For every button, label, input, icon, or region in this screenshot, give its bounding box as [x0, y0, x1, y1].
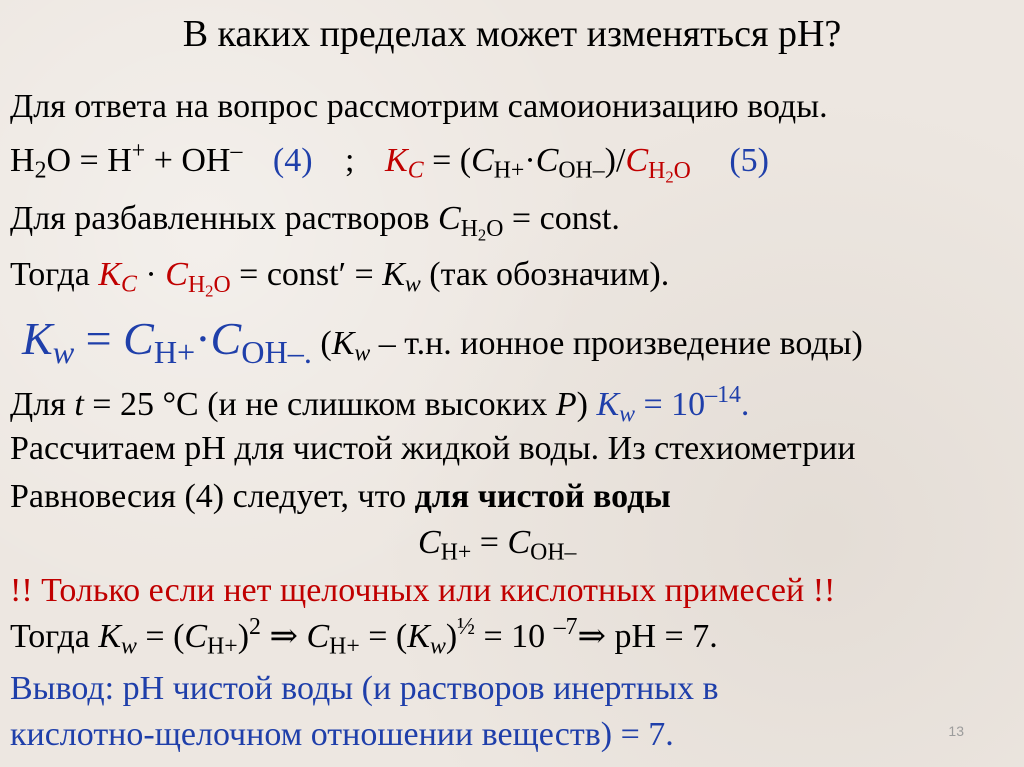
kc-ohminus: OH– [558, 157, 605, 184]
temp-exp: –14 [705, 381, 741, 408]
phcalc-close2: ) [445, 618, 458, 655]
kwdef-h2o [187, 271, 231, 301]
intro-line: Для ответа на вопрос рассмотрим самоионизацию воды. [10, 88, 828, 125]
separator: ; [345, 142, 355, 179]
conc-c2: C [507, 524, 531, 561]
eq-sub-2: 2 [34, 157, 47, 184]
temperature-line [10, 381, 750, 428]
equilibrium-equation-line [10, 137, 769, 187]
kwdef-mid: · [136, 256, 166, 293]
conc-ohminus: OH– [530, 539, 577, 566]
equation-number-4: (4) [272, 142, 313, 179]
conc-hplus: H+ [440, 539, 472, 566]
eq-o: O = H [46, 142, 132, 179]
kc-h2o-o: O [673, 157, 691, 184]
conc-c1: C [418, 524, 441, 561]
kc-expression [385, 142, 691, 187]
eq-plus: + [131, 137, 146, 164]
temp-k: K [596, 386, 620, 423]
phcalc-close1: ) [237, 618, 250, 655]
ip-w2: w [354, 340, 371, 367]
ionic-product-formula [22, 313, 312, 371]
ip-ohminus: OH–. [241, 334, 312, 371]
ip-k: K [22, 313, 53, 364]
phcalc-hplus2: H+ [329, 633, 360, 660]
calculation-line: Рассчитаем pH для чистой жидкой воды. Из стехиометрии [10, 430, 856, 467]
dilute-h2o-h: H [460, 215, 478, 242]
kwdef-h2o-h: H [187, 271, 206, 298]
concentration-equality-line [418, 524, 577, 566]
phcalc-half: ½ [457, 613, 475, 640]
kwdef-h2o-o: O [213, 271, 231, 298]
page-number: 13 [948, 723, 964, 739]
kwdef-k: K [98, 256, 122, 293]
kwdef-kw: K [382, 256, 405, 293]
kc-h2o [648, 157, 691, 187]
slide-title: В каких пределах может изменяться pH? [182, 13, 842, 55]
kw-definition-line [10, 256, 670, 301]
phcalc-w2: w [429, 633, 446, 660]
phcalc-pre: Тогда [10, 618, 99, 655]
phcalc-eq2: = ( [359, 618, 408, 655]
dilute-c: C [438, 200, 461, 237]
ip-paren: ( [311, 325, 332, 362]
temp-dot: . [740, 386, 750, 423]
dilute-h2o [460, 215, 504, 245]
temp-kw-value [596, 381, 750, 428]
kc-slash: )/ [604, 142, 626, 179]
kwdef-c: C [165, 256, 188, 293]
kc-c2: C [535, 142, 559, 179]
kwdef-c-sub: C [121, 271, 137, 298]
eq-minus: – [230, 137, 243, 164]
temp-pre: Для [10, 386, 75, 423]
ip-dot: · [195, 313, 211, 364]
kc-eq: = ( [423, 142, 472, 179]
equilibrium-follows-line [10, 480, 671, 514]
dilute-pre: Для разбавленных растворов [10, 200, 439, 237]
implies-arrow-1: ⇒ [260, 618, 307, 655]
dilute-solutions-line [10, 200, 620, 245]
temp-mid2: ) [576, 386, 597, 423]
eq-oh: + OH [145, 142, 231, 179]
kwdef-post: (так обозначим). [420, 256, 670, 293]
eq-h: H [10, 142, 35, 179]
conc-eq: = [471, 524, 508, 561]
ip-w: w [52, 334, 75, 371]
ph-calculation-line [10, 613, 718, 660]
temp-eq: = 10 [635, 386, 706, 423]
phcalc-c2: C [306, 618, 330, 655]
phcalc-hplus1: H+ [207, 633, 238, 660]
phcalc-sq: 2 [249, 613, 261, 640]
kc-h2o-2: 2 [665, 167, 674, 187]
kc-c1: C [471, 142, 494, 179]
ip-c1: C [123, 313, 154, 364]
ip-description: – т.н. ионное произведение воды) [370, 325, 863, 362]
phcalc-c1: C [184, 618, 208, 655]
phcalc-k: K [98, 618, 122, 655]
kwdef-pre: Тогда [10, 256, 99, 293]
conclusion-line-1: Вывод: pH чистой воды (и растворов инертных в [10, 670, 719, 707]
kwdef-eq: = const′ = [230, 256, 383, 293]
kc-h2o-h: H [648, 157, 666, 184]
ip-eq: = [74, 313, 124, 364]
dilute-post: = const. [503, 200, 620, 237]
phcalc-eq3: = 10 [475, 618, 554, 655]
follows-pre: Равновесия (4) следует, что [10, 478, 415, 515]
conclusion-line-2: кислотно-щелочном отношении веществ) = 7. [10, 716, 674, 753]
temp-mid1: = 25 °C (и не слишком высоких [83, 386, 556, 423]
kc-dot: · [524, 142, 536, 179]
ip-c2: C [210, 313, 242, 364]
ip-hplus: H+ [153, 334, 196, 371]
dilute-h2o-2: 2 [477, 225, 487, 245]
kc-sub: C [407, 157, 424, 184]
temp-t: t [74, 386, 84, 423]
kc-hplus: H+ [493, 157, 525, 184]
equation-number-5: (5) [729, 142, 769, 179]
follows-bold: для чистой воды [414, 478, 671, 515]
implies-arrow-2: ⇒ [577, 618, 606, 655]
phcalc-result: pH = 7. [605, 618, 718, 655]
temp-w: w [619, 401, 635, 428]
ip-k2: K [331, 325, 355, 362]
warning-line: !! Только если нет щелочных или кислотных примесей !! [10, 572, 836, 609]
kwdef-h2o-2: 2 [205, 281, 214, 301]
kwdef-w-sub: w [404, 271, 421, 298]
kc-k: K [385, 142, 408, 179]
phcalc-eq1: = ( [136, 618, 185, 655]
phcalc-exp: –7 [553, 613, 578, 640]
phcalc-w: w [121, 633, 137, 660]
phcalc-k2: K [407, 618, 430, 655]
temp-p: P [555, 386, 577, 423]
kc-c3: C [625, 142, 649, 179]
ionic-product-line [22, 313, 863, 371]
dilute-h2o-o: O [486, 215, 504, 242]
